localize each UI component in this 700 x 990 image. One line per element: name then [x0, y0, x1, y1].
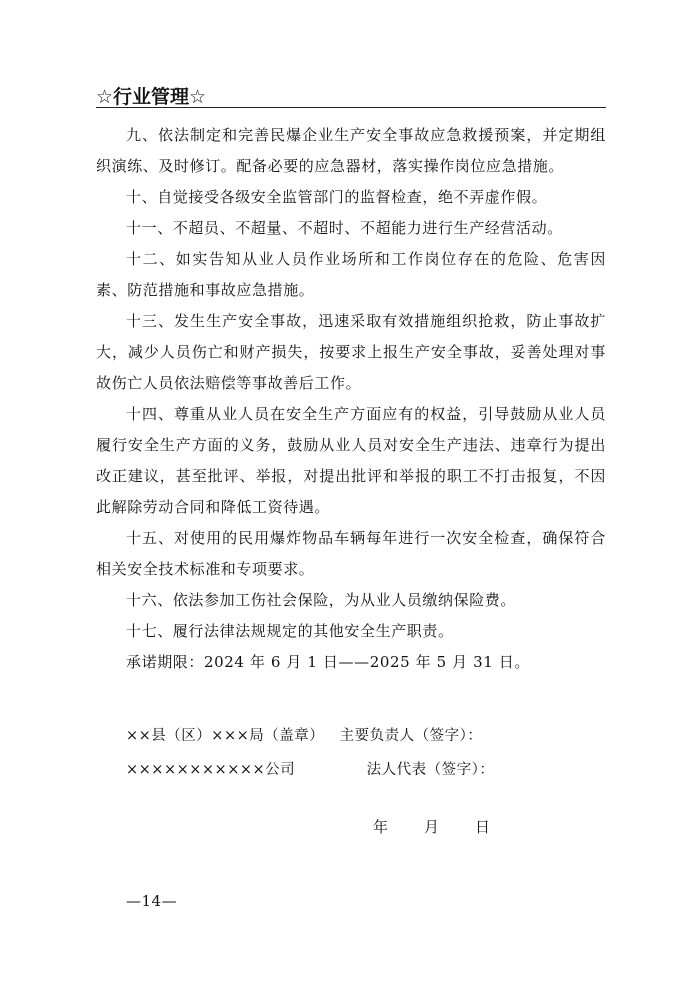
page-header: [96, 80, 606, 110]
paragraph-17: 十七、履行法律法规规定的其他安全生产职责。: [126, 622, 454, 640]
paragraph-13: 十三、发生生产安全事故，迅速采取有效措施组织抢救，防止事故扩大，减少人员伤亡和财产损失，按要求上报生产安全事故，妥善处理对事故伤亡人员依法赔偿等事故善后工作。: [96, 312, 606, 392]
paragraph-16: 十六、依法参加工伤社会保险，为从业人员缴纳保险费。: [126, 591, 517, 609]
commitment-period: 承诺期限：2024 年 6 月 1 日——2025 年 5 月 31 日。: [126, 653, 530, 671]
date-month: 月: [424, 818, 440, 836]
paragraph-15: 十五、对使用的民用爆炸物品车辆每年进行一次安全检查，确保符合相关安全技术标准和专项要求。: [96, 529, 606, 578]
section-title: ☆行业管理☆: [96, 86, 207, 108]
paragraph-10: 十、自觉接受各级安全监管部门的监督检查，绝不弄虚作假。: [126, 188, 548, 206]
date-line: [373, 816, 490, 837]
header-divider: [96, 107, 606, 108]
date-year: 年: [373, 818, 389, 836]
paragraph-9: 九、依法制定和完善民爆企业生产安全事故应急救援预案，并定期组织演练、及时修订。配备必要的应急器材，落实操作岗位应急措施。: [96, 126, 606, 175]
paragraph-11: 十一、不超员、不超量、不超时、不超能力进行生产经营活动。: [126, 219, 563, 237]
date-day: 日: [475, 818, 491, 836]
page-number: —14—: [126, 892, 178, 910]
document-body: [96, 120, 606, 678]
signature-line-1: ××县（区）×××局（盖章） 主要负责人（签字）：: [126, 728, 483, 744]
signature-line-2: ×××××××××××公司 法人代表（签字）：: [126, 762, 495, 778]
paragraph-12: 十二、如实告知从业人员作业场所和工作岗位存在的危险、危害因素、防范措施和事故应急措施。: [96, 250, 606, 299]
paragraph-14: 十四、尊重从业人员在安全生产方面应有的权益，引导鼓励从业人员履行安全生产方面的义务，鼓励从业人员对安全生产违法、违章行为提出改正建议，甚至批评、举报，对提出批评和举报的职工不打击报复，不因此解除劳动合同和降低工资待遇。: [96, 405, 606, 516]
